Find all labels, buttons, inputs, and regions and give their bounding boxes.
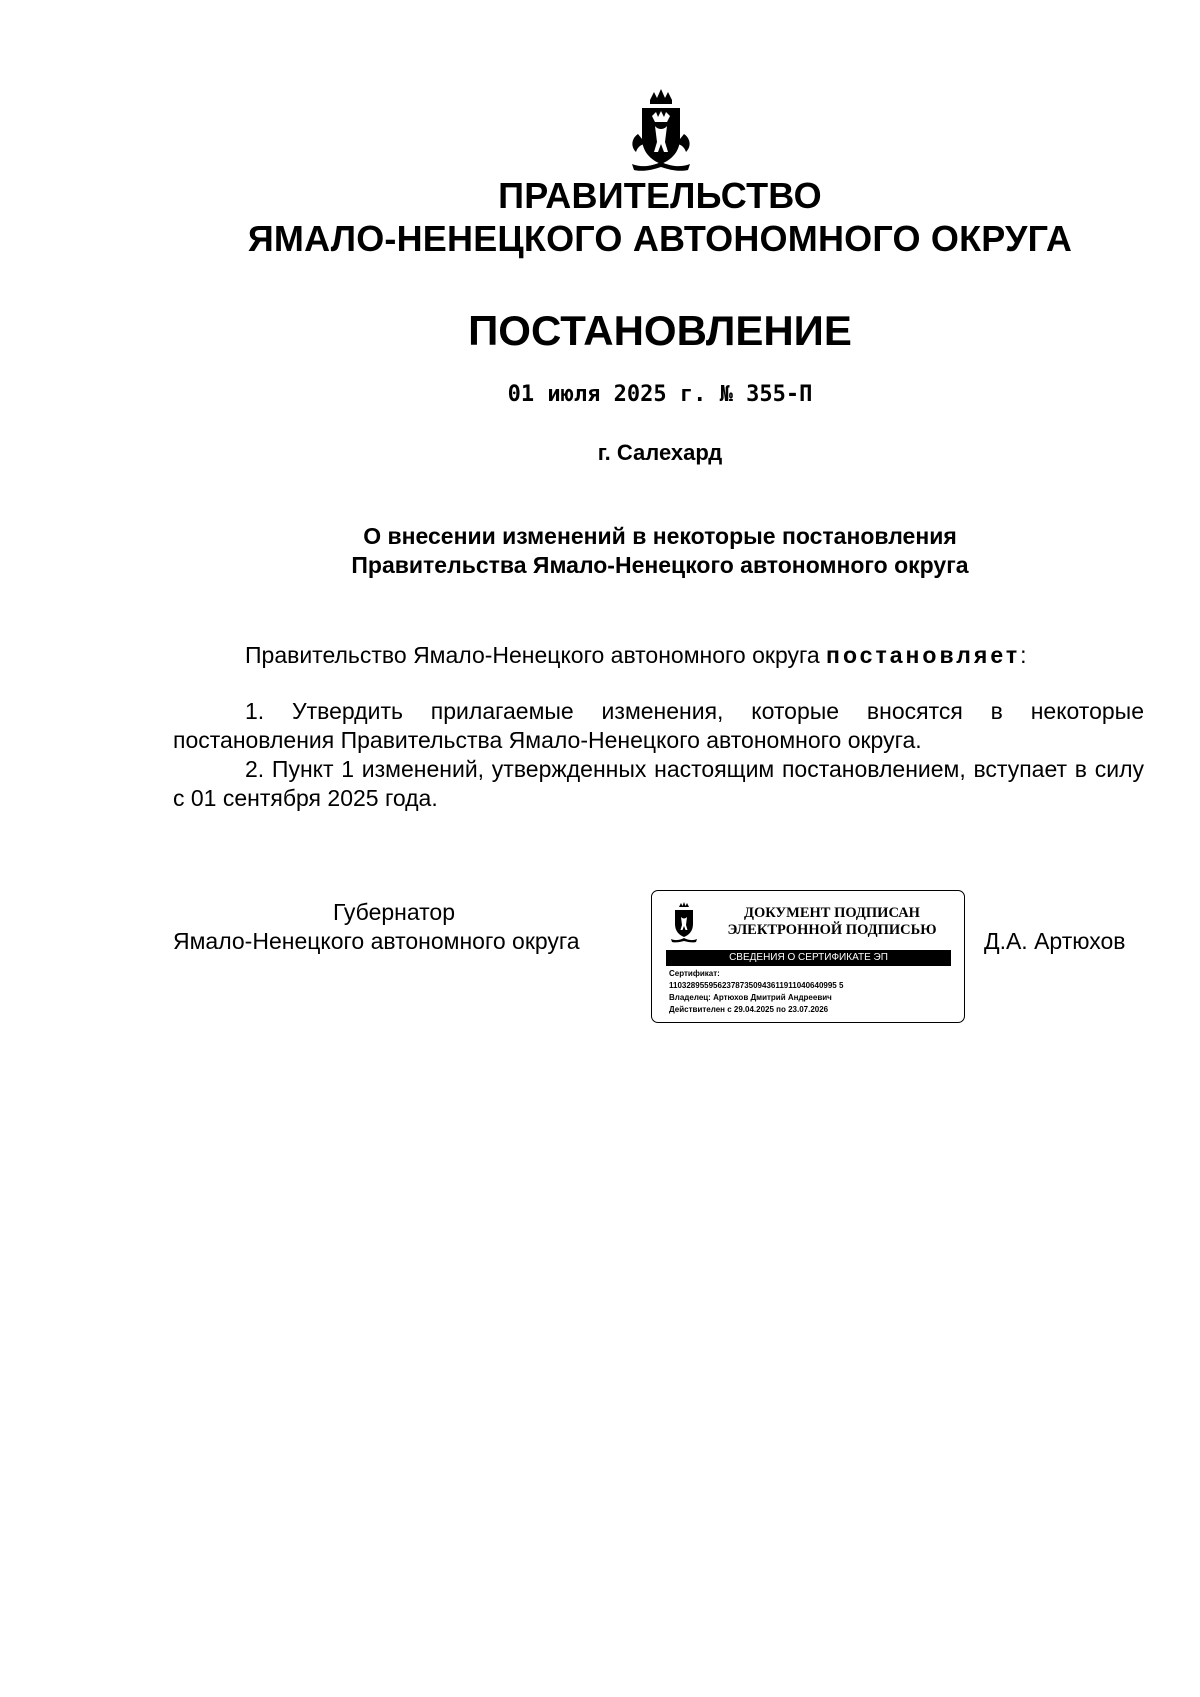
government-title: ПРАВИТЕЛЬСТВО	[498, 175, 822, 216]
stamp-certificate-header: СВЕДЕНИЯ О СЕРТИФИКАТЕ ЭП	[666, 950, 951, 966]
signatory-title: Губернатор	[333, 899, 456, 925]
clause-1: 1. Утвердить прилагаемые изменения, которые вносятся в некоторые постановления Правительства Ямало-Ненецкого автономного округа.	[173, 698, 1144, 753]
electronic-signature-stamp	[651, 890, 965, 1023]
clause-2: 2. Пункт 1 изменений, утвержденных настоящим постановлением, вступает в силу с 01 сентября 2025 года.	[173, 756, 1144, 811]
document-type: ПОСТАНОВЛЕНИЕ	[468, 307, 852, 354]
stamp-title-line-1: ДОКУМЕНТ ПОДПИСАН	[744, 905, 920, 921]
stamp-coat-of-arms-icon	[669, 901, 699, 945]
signer-name: Д.А. Артюхов	[984, 928, 1126, 954]
preamble-colon: :	[1020, 642, 1027, 668]
signatory-position	[173, 898, 580, 956]
city: г. Салехард	[597, 440, 723, 465]
signatory-region: Ямало-Ненецкого автономного округа	[173, 928, 580, 954]
date-and-number: 01 июля 2025 г. № 355-П	[507, 382, 813, 407]
stamp-certificate-label: Сертификат:	[669, 969, 720, 978]
stamp-title-line-2: ЭЛЕКТРОННОЙ ПОДПИСЬЮ	[727, 922, 937, 938]
document-subject	[0, 522, 1200, 580]
coat-of-arms-icon	[628, 86, 694, 176]
stamp-owner: Владелец: Артюхов Дмитрий Андреевич	[669, 993, 832, 1002]
preamble	[173, 641, 1144, 670]
stamp-certificate-number: 11032895595623787350943611911040640995 5	[669, 981, 844, 990]
preamble-keyword: постановляет	[826, 642, 1021, 668]
subject-line-2: Правительства Ямало-Ненецкого автономного округа	[351, 552, 969, 578]
preamble-text: Правительство Ямало-Ненецкого автономного округа	[245, 642, 827, 668]
government-region: ЯМАЛО-НЕНЕЦКОГО АВТОНОМНОГО ОКРУГА	[247, 218, 1073, 259]
stamp-validity: Действителен с 29.04.2025 по 23.07.2026	[669, 1005, 829, 1014]
subject-line-1: О внесении изменений в некоторые постановления	[363, 523, 957, 549]
